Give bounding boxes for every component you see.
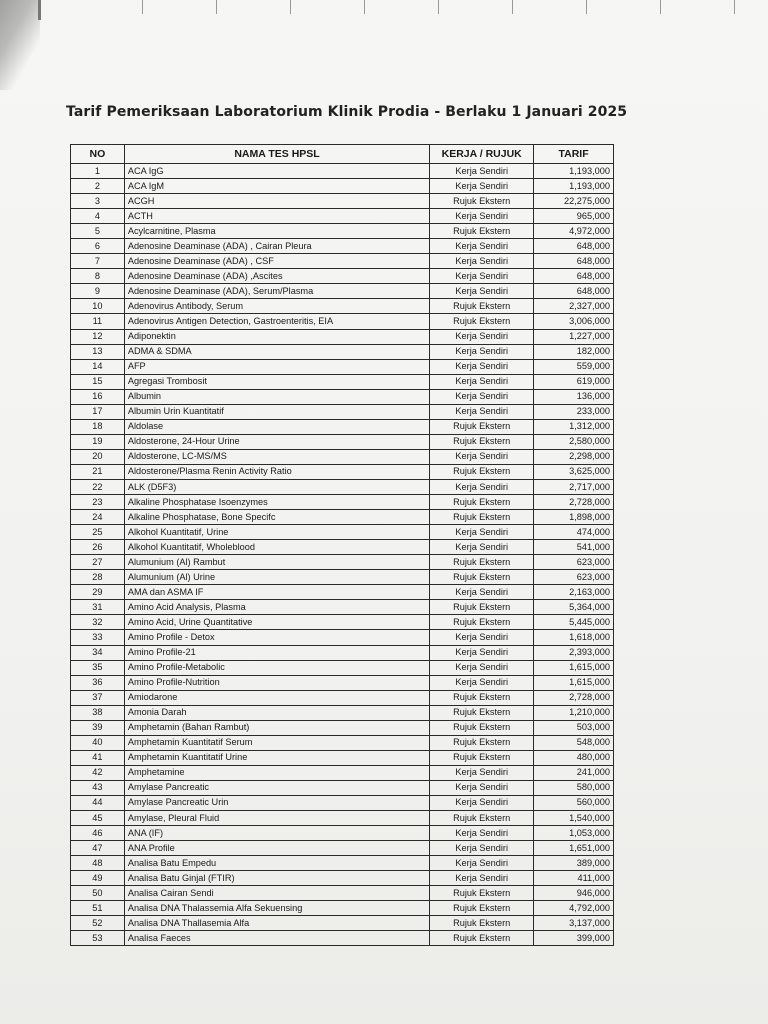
kerja-rujuk: Rujuk Ekstern: [430, 600, 534, 615]
tarif-value: 619,000: [534, 374, 614, 389]
test-name: Adenosine Deaminase (ADA) ,Ascites: [124, 269, 429, 284]
row-number: 28: [71, 570, 125, 585]
kerja-rujuk: Kerja Sendiri: [430, 389, 534, 404]
tarif-value: 399,000: [534, 931, 614, 946]
table-row: [71, 329, 614, 344]
test-name: Alumunium (Al) Rambut: [124, 555, 429, 570]
table-header-row: [71, 145, 614, 164]
tarif-value: 580,000: [534, 780, 614, 795]
kerja-rujuk: Kerja Sendiri: [430, 404, 534, 419]
row-number: 45: [71, 811, 125, 826]
row-number: 51: [71, 901, 125, 916]
row-number: 41: [71, 750, 125, 765]
kerja-rujuk: Kerja Sendiri: [430, 826, 534, 841]
row-number: 47: [71, 841, 125, 856]
table-row: [71, 389, 614, 404]
test-name: Agregasi Trombosit: [124, 374, 429, 389]
tarif-value: 541,000: [534, 540, 614, 555]
test-name: Amphetamin (Bahan Rambut): [124, 720, 429, 735]
table-row: [71, 660, 614, 675]
row-number: 48: [71, 856, 125, 871]
row-number: 20: [71, 449, 125, 464]
tarif-value: 4,972,000: [534, 224, 614, 239]
kerja-rujuk: Kerja Sendiri: [430, 179, 534, 194]
tarif-value: 1,618,000: [534, 630, 614, 645]
row-number: 1: [71, 164, 125, 179]
tarif-value: 233,000: [534, 404, 614, 419]
row-number: 22: [71, 479, 125, 494]
table-row: [71, 871, 614, 886]
test-name: Amylase, Pleural Fluid: [124, 811, 429, 826]
test-name: ALK (D5F3): [124, 479, 429, 494]
row-number: 38: [71, 705, 125, 720]
kerja-rujuk: Rujuk Ekstern: [430, 615, 534, 630]
tarif-value: 648,000: [534, 254, 614, 269]
table-row: [71, 585, 614, 600]
kerja-rujuk: Kerja Sendiri: [430, 585, 534, 600]
kerja-rujuk: Rujuk Ekstern: [430, 555, 534, 570]
test-name: Amphetamine: [124, 765, 429, 780]
row-number: 36: [71, 675, 125, 690]
table-row: [71, 570, 614, 585]
table-row: [71, 479, 614, 494]
test-name: Analisa Batu Ginjal (FTIR): [124, 871, 429, 886]
row-number: 2: [71, 179, 125, 194]
table-row: [71, 299, 614, 314]
page-corner-shadow: [0, 0, 40, 90]
test-name: Albumin: [124, 389, 429, 404]
tarif-value: 1,193,000: [534, 164, 614, 179]
table-row: [71, 374, 614, 389]
kerja-rujuk: Kerja Sendiri: [430, 660, 534, 675]
top-ruler-strip: [0, 0, 768, 16]
kerja-rujuk: Rujuk Ekstern: [430, 299, 534, 314]
tarif-value: 1,210,000: [534, 705, 614, 720]
tarif-value: 182,000: [534, 344, 614, 359]
header-kerja-rujuk: KERJA / RUJUK: [430, 145, 534, 164]
tarif-value: 1,227,000: [534, 329, 614, 344]
kerja-rujuk: Kerja Sendiri: [430, 630, 534, 645]
tarif-value: 136,000: [534, 389, 614, 404]
kerja-rujuk: Rujuk Ekstern: [430, 194, 534, 209]
table-row: [71, 826, 614, 841]
row-number: 19: [71, 434, 125, 449]
header-no: NO: [71, 145, 125, 164]
tarif-value: 2,580,000: [534, 434, 614, 449]
kerja-rujuk: Rujuk Ekstern: [430, 419, 534, 434]
tarif-value: 1,615,000: [534, 675, 614, 690]
kerja-rujuk: Rujuk Ekstern: [430, 510, 534, 525]
kerja-rujuk: Kerja Sendiri: [430, 525, 534, 540]
kerja-rujuk: Rujuk Ekstern: [430, 705, 534, 720]
kerja-rujuk: Rujuk Ekstern: [430, 434, 534, 449]
row-number: 25: [71, 525, 125, 540]
test-name: Alkaline Phosphatase, Bone Specifc: [124, 510, 429, 525]
tarif-value: 623,000: [534, 570, 614, 585]
test-name: ACGH: [124, 194, 429, 209]
tarif-value: 474,000: [534, 525, 614, 540]
table-row: [71, 269, 614, 284]
test-name: Amino Acid, Urine Quantitative: [124, 615, 429, 630]
test-name: Adenosine Deaminase (ADA) , CSF: [124, 254, 429, 269]
test-name: Alkohol Kuantitatif, Wholeblood: [124, 540, 429, 555]
table-row: [71, 359, 614, 374]
table-row: [71, 209, 614, 224]
tarif-value: 623,000: [534, 555, 614, 570]
test-name: ADMA & SDMA: [124, 344, 429, 359]
test-name: ANA Profile: [124, 841, 429, 856]
tarif-value: 648,000: [534, 284, 614, 299]
table-row: [71, 720, 614, 735]
table-row: [71, 555, 614, 570]
tarif-value: 241,000: [534, 765, 614, 780]
kerja-rujuk: Kerja Sendiri: [430, 359, 534, 374]
table-row: [71, 194, 614, 209]
kerja-rujuk: Rujuk Ekstern: [430, 811, 534, 826]
kerja-rujuk: Kerja Sendiri: [430, 209, 534, 224]
table-body: [71, 164, 614, 946]
kerja-rujuk: Rujuk Ekstern: [430, 570, 534, 585]
row-number: 11: [71, 314, 125, 329]
page-corner-mark: [38, 0, 41, 20]
test-name: Analisa DNA Thalassemia Alfa Sekuensing: [124, 901, 429, 916]
row-number: 31: [71, 600, 125, 615]
tarif-value: 1,615,000: [534, 660, 614, 675]
kerja-rujuk: Kerja Sendiri: [430, 479, 534, 494]
row-number: 37: [71, 690, 125, 705]
tarif-value: 5,445,000: [534, 615, 614, 630]
tarif-value: 648,000: [534, 269, 614, 284]
tarif-value: 1,898,000: [534, 510, 614, 525]
table-row: [71, 675, 614, 690]
row-number: 14: [71, 359, 125, 374]
kerja-rujuk: Kerja Sendiri: [430, 780, 534, 795]
tarif-value: 560,000: [534, 795, 614, 810]
test-name: Amylase Pancreatic: [124, 780, 429, 795]
test-name: Amino Profile - Detox: [124, 630, 429, 645]
table-row: [71, 795, 614, 810]
test-name: Adenosine Deaminase (ADA) , Cairan Pleura: [124, 239, 429, 254]
kerja-rujuk: Rujuk Ekstern: [430, 720, 534, 735]
table-row: [71, 705, 614, 720]
table-row: [71, 254, 614, 269]
row-number: 44: [71, 795, 125, 810]
kerja-rujuk: Rujuk Ekstern: [430, 464, 534, 479]
tarif-value: 2,327,000: [534, 299, 614, 314]
table-row: [71, 901, 614, 916]
kerja-rujuk: Rujuk Ekstern: [430, 901, 534, 916]
row-number: 46: [71, 826, 125, 841]
row-number: 53: [71, 931, 125, 946]
table-row: [71, 510, 614, 525]
row-number: 3: [71, 194, 125, 209]
row-number: 39: [71, 720, 125, 735]
kerja-rujuk: Kerja Sendiri: [430, 795, 534, 810]
table-row: [71, 750, 614, 765]
test-name: Alkaline Phosphatase Isoenzymes: [124, 495, 429, 510]
kerja-rujuk: Kerja Sendiri: [430, 540, 534, 555]
kerja-rujuk: Kerja Sendiri: [430, 269, 534, 284]
test-name: ACTH: [124, 209, 429, 224]
row-number: 13: [71, 344, 125, 359]
table-row: [71, 449, 614, 464]
test-name: Adenovirus Antigen Detection, Gastroenteritis, EIA: [124, 314, 429, 329]
test-name: Adenovirus Antibody, Serum: [124, 299, 429, 314]
tarif-value: 4,792,000: [534, 901, 614, 916]
tarif-value: 2,393,000: [534, 645, 614, 660]
tarif-value: 2,298,000: [534, 449, 614, 464]
header-test-name: NAMA TES HPSL: [124, 145, 429, 164]
kerja-rujuk: Kerja Sendiri: [430, 675, 534, 690]
test-name: Amylase Pancreatic Urin: [124, 795, 429, 810]
row-number: 33: [71, 630, 125, 645]
tarif-value: 2,728,000: [534, 690, 614, 705]
kerja-rujuk: Kerja Sendiri: [430, 841, 534, 856]
kerja-rujuk: Rujuk Ekstern: [430, 224, 534, 239]
table-row: [71, 179, 614, 194]
test-name: Amino Profile-Nutrition: [124, 675, 429, 690]
table-row: [71, 224, 614, 239]
table-row: [71, 916, 614, 931]
row-number: 23: [71, 495, 125, 510]
row-number: 12: [71, 329, 125, 344]
tarif-value: 3,625,000: [534, 464, 614, 479]
test-name: ACA IgM: [124, 179, 429, 194]
row-number: 21: [71, 464, 125, 479]
test-name: Amiodarone: [124, 690, 429, 705]
header-tarif: TARIF: [534, 145, 614, 164]
table-row: [71, 600, 614, 615]
tarif-value: 648,000: [534, 239, 614, 254]
row-number: 9: [71, 284, 125, 299]
kerja-rujuk: Kerja Sendiri: [430, 449, 534, 464]
row-number: 35: [71, 660, 125, 675]
kerja-rujuk: Kerja Sendiri: [430, 254, 534, 269]
test-name: Alkohol Kuantitatif, Urine: [124, 525, 429, 540]
row-number: 5: [71, 224, 125, 239]
kerja-rujuk: Rujuk Ekstern: [430, 495, 534, 510]
table-row: [71, 765, 614, 780]
row-number: 27: [71, 555, 125, 570]
table-row: [71, 344, 614, 359]
tarif-value: 1,540,000: [534, 811, 614, 826]
row-number: 7: [71, 254, 125, 269]
row-number: 40: [71, 735, 125, 750]
tarif-value: 1,651,000: [534, 841, 614, 856]
tarif-value: 3,006,000: [534, 314, 614, 329]
test-name: Albumin Urin Kuantitatif: [124, 404, 429, 419]
kerja-rujuk: Kerja Sendiri: [430, 856, 534, 871]
tarif-value: 2,728,000: [534, 495, 614, 510]
kerja-rujuk: Kerja Sendiri: [430, 344, 534, 359]
table-row: [71, 495, 614, 510]
test-name: AMA dan ASMA IF: [124, 585, 429, 600]
test-name: Adiponektin: [124, 329, 429, 344]
tarif-value: 1,312,000: [534, 419, 614, 434]
tarif-value: 1,053,000: [534, 826, 614, 841]
row-number: 16: [71, 389, 125, 404]
row-number: 6: [71, 239, 125, 254]
tarif-value: 2,163,000: [534, 585, 614, 600]
row-number: 50: [71, 886, 125, 901]
test-name: Amphetamin Kuantitatif Serum: [124, 735, 429, 750]
tariff-table: [70, 144, 614, 946]
row-number: 10: [71, 299, 125, 314]
table-row: [71, 886, 614, 901]
tarif-value: 2,717,000: [534, 479, 614, 494]
table-row: [71, 931, 614, 946]
table-row: [71, 284, 614, 299]
table-row: [71, 314, 614, 329]
test-name: Amino Profile-Metabolic: [124, 660, 429, 675]
kerja-rujuk: Kerja Sendiri: [430, 645, 534, 660]
kerja-rujuk: Rujuk Ekstern: [430, 916, 534, 931]
test-name: Amino Profile-21: [124, 645, 429, 660]
table-row: [71, 645, 614, 660]
kerja-rujuk: Kerja Sendiri: [430, 765, 534, 780]
row-number: 49: [71, 871, 125, 886]
table-row: [71, 164, 614, 179]
test-name: Adenosine Deaminase (ADA), Serum/Plasma: [124, 284, 429, 299]
test-name: Aldosterone/Plasma Renin Activity Ratio: [124, 464, 429, 479]
row-number: 15: [71, 374, 125, 389]
row-number: 8: [71, 269, 125, 284]
table-row: [71, 434, 614, 449]
test-name: Acylcarnitine, Plasma: [124, 224, 429, 239]
test-name: Analisa Faeces: [124, 931, 429, 946]
test-name: Amino Acid Analysis, Plasma: [124, 600, 429, 615]
table-row: [71, 735, 614, 750]
table-row: [71, 630, 614, 645]
row-number: 42: [71, 765, 125, 780]
test-name: Amphetamin Kuantitatif Urine: [124, 750, 429, 765]
row-number: 32: [71, 615, 125, 630]
test-name: AFP: [124, 359, 429, 374]
tarif-value: 389,000: [534, 856, 614, 871]
row-number: 26: [71, 540, 125, 555]
table-row: [71, 239, 614, 254]
kerja-rujuk: Rujuk Ekstern: [430, 690, 534, 705]
test-name: Analisa DNA Thallasemia Alfa: [124, 916, 429, 931]
test-name: Aldolase: [124, 419, 429, 434]
test-name: Aldosterone, LC-MS/MS: [124, 449, 429, 464]
test-name: ACA IgG: [124, 164, 429, 179]
tarif-value: 559,000: [534, 359, 614, 374]
kerja-rujuk: Rujuk Ekstern: [430, 314, 534, 329]
tarif-value: 965,000: [534, 209, 614, 224]
row-number: 34: [71, 645, 125, 660]
test-name: ANA (IF): [124, 826, 429, 841]
kerja-rujuk: Rujuk Ekstern: [430, 886, 534, 901]
table-row: [71, 615, 614, 630]
kerja-rujuk: Kerja Sendiri: [430, 239, 534, 254]
tarif-value: 22,275,000: [534, 194, 614, 209]
tarif-value: 548,000: [534, 735, 614, 750]
test-name: Aldosterone, 24-Hour Urine: [124, 434, 429, 449]
row-number: 24: [71, 510, 125, 525]
tarif-value: 503,000: [534, 720, 614, 735]
document-title: Tarif Pemeriksaan Laboratorium Klinik Prodia - Berlaku 1 Januari 2025: [66, 104, 628, 120]
test-name: Amonia Darah: [124, 705, 429, 720]
table-row: [71, 540, 614, 555]
tarif-value: 480,000: [534, 750, 614, 765]
kerja-rujuk: Kerja Sendiri: [430, 871, 534, 886]
table-row: [71, 841, 614, 856]
table-row: [71, 464, 614, 479]
tarif-value: 5,364,000: [534, 600, 614, 615]
kerja-rujuk: Rujuk Ekstern: [430, 735, 534, 750]
row-number: 17: [71, 404, 125, 419]
row-number: 43: [71, 780, 125, 795]
table-row: [71, 856, 614, 871]
table-row: [71, 811, 614, 826]
table-row: [71, 780, 614, 795]
row-number: 18: [71, 419, 125, 434]
kerja-rujuk: Kerja Sendiri: [430, 164, 534, 179]
kerja-rujuk: Kerja Sendiri: [430, 329, 534, 344]
row-number: 29: [71, 585, 125, 600]
tarif-value: 411,000: [534, 871, 614, 886]
test-name: Alumunium (Al) Urine: [124, 570, 429, 585]
test-name: Analisa Cairan Sendi: [124, 886, 429, 901]
kerja-rujuk: Kerja Sendiri: [430, 284, 534, 299]
table-row: [71, 690, 614, 705]
tarif-value: 1,193,000: [534, 179, 614, 194]
kerja-rujuk: Kerja Sendiri: [430, 374, 534, 389]
row-number: 4: [71, 209, 125, 224]
row-number: 52: [71, 916, 125, 931]
table-row: [71, 419, 614, 434]
kerja-rujuk: Rujuk Ekstern: [430, 750, 534, 765]
tarif-value: 946,000: [534, 886, 614, 901]
kerja-rujuk: Rujuk Ekstern: [430, 931, 534, 946]
tarif-value: 3,137,000: [534, 916, 614, 931]
table-row: [71, 525, 614, 540]
test-name: Analisa Batu Empedu: [124, 856, 429, 871]
table-row: [71, 404, 614, 419]
